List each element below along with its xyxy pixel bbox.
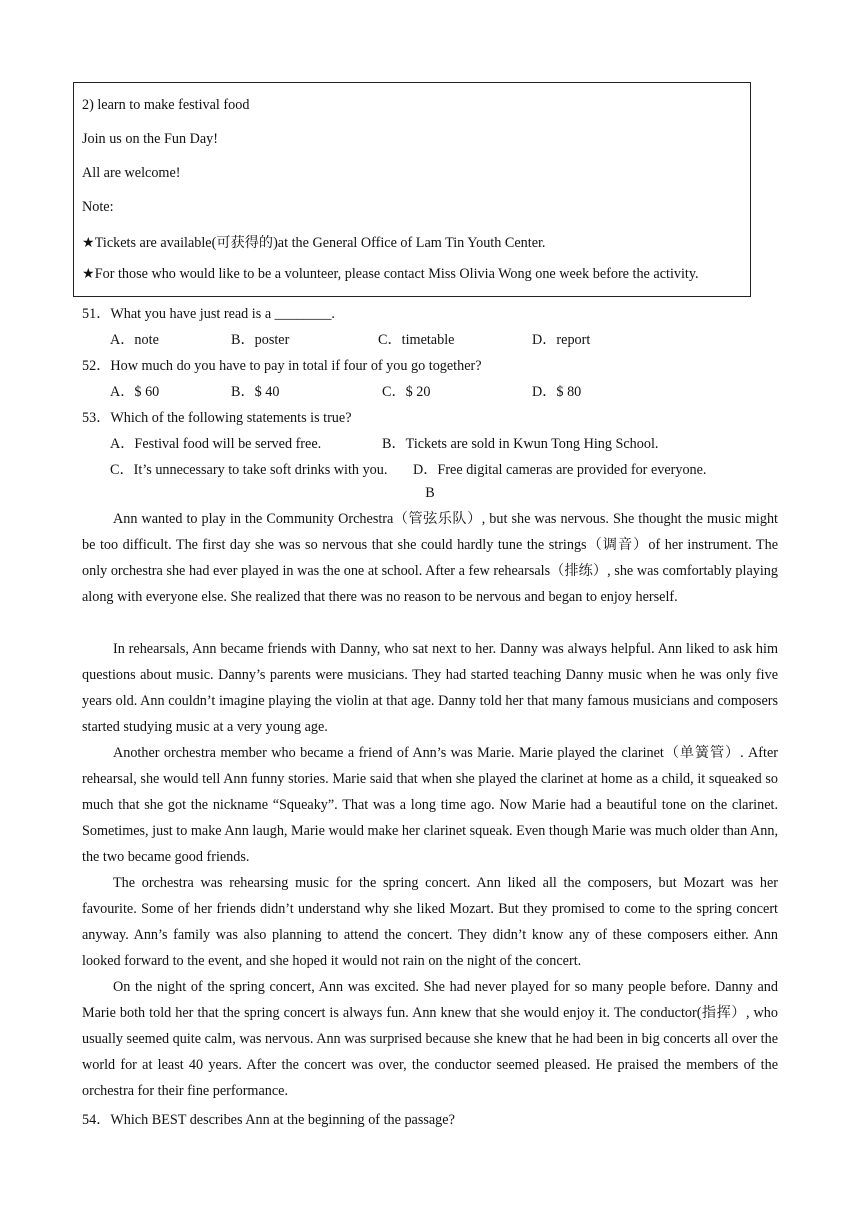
question-51-option-d[interactable]: D．report — [532, 332, 591, 348]
question-52-option-c[interactable]: C．$ 20 — [382, 384, 431, 400]
question-51-option-a[interactable]: A．note — [110, 332, 159, 348]
notice-box — [73, 82, 751, 297]
notice-line-note: Note: — [82, 199, 114, 215]
section-heading-b: B — [425, 485, 435, 501]
passage-paragraph-4: The orchestra was rehearsing music for the spring concert. Ann liked all the composers, but Mozart was her favourite. Some of her friends didn’t understand why she liked Mozart. But they promised to come to the spring concert anyway. Ann’s family was also planning to attend the concert. They didn’t know any of these composers either. Ann looked forward to the event, and she hoped it would not rain on the night of the concert. — [82, 875, 778, 969]
notice-line-join: Join us on the Fun Day! — [82, 131, 218, 147]
question-52-stem: 52．How much do you have to pay in total if four of you go together? — [82, 358, 482, 374]
question-51-option-c[interactable]: C．timetable — [378, 332, 455, 348]
question-53-option-b[interactable]: B．Tickets are sold in Kwun Tong Hing School. — [382, 436, 659, 452]
question-53-option-a[interactable]: A．Festival food will be served free. — [110, 436, 322, 452]
passage-paragraph-1: Ann wanted to play in the Community Orchestra（管弦乐队）, but she was nervous. She thought the music might be too difficult. The first day she was so nervous that she could hardly tune the strings（调音）of her instrument. The only orchestra she had ever played in was the one at school. After a few rehearsals（排练）, she was comfortably playing along with everyone else. She realized that there was no reason to be nervous and began to enjoy herself. — [82, 511, 778, 605]
passage-paragraph-2: In rehearsals, Ann became friends with Danny, who sat next to her. Danny was always helpful. Ann liked to ask him questions about music. Danny’s parents were musicians. They had started teaching Danny music when he was only five years old. Ann couldn’t imagine playing the violin at that age. Danny told her that many famous musicians and composers started studying music at a very young age. — [82, 641, 778, 735]
question-54-stem: 54．Which BEST describes Ann at the beginning of the passage? — [82, 1112, 455, 1128]
passage-paragraph-3: Another orchestra member who became a friend of Ann’s was Marie. Marie played the clarinet（单簧管）. After rehearsal, she would tell Ann funny stories. Marie said that when she played the clarinet at home as a child, it squeaked so much that she got the nickname “Squeaky”. That was a long time ago. Now Marie had a beautiful tone on the clarinet. Sometimes, just to make Ann laugh, Marie would make her clarinet squeak. Even though Marie was much older than Ann, the two became good friends. — [82, 745, 778, 865]
question-51-stem: 51．What you have just read is a ________. — [82, 306, 335, 322]
passage-paragraph-5: On the night of the spring concert, Ann was excited. She had never played for so many people before. Danny and Marie both told her that the spring concert is always fun. Ann knew that she would enjoy it. The conductor(指挥）, who usually seemed quite calm, was nervous. Ann was surprised because she knew that he had been in big concerts all over the world for at least 40 years. After the concert was over, the conductor seemed pleased. He praised the members of the orchestra for their fine performance. — [82, 979, 778, 1099]
question-51-option-b[interactable]: B．poster — [231, 332, 290, 348]
question-53-option-c[interactable]: C．It’s unnecessary to take soft drinks with you. — [110, 462, 388, 478]
notice-line-food: 2) learn to make festival food — [82, 97, 250, 113]
notice-line-volunteer: ★For those who would like to be a volunteer, please contact Miss Olivia Wong one week before the activity. — [82, 266, 699, 282]
question-52-option-a[interactable]: A．$ 60 — [110, 384, 160, 400]
question-52-option-d[interactable]: D．$ 80 — [532, 384, 582, 400]
notice-line-welcome: All are welcome! — [82, 165, 181, 181]
question-52-option-b[interactable]: B．$ 40 — [231, 384, 280, 400]
question-53-stem: 53．Which of the following statements is true? — [82, 410, 352, 426]
question-53-option-d[interactable]: D．Free digital cameras are provided for everyone. — [413, 462, 707, 478]
notice-line-tickets: ★Tickets are available(可获得的)at the General Office of Lam Tin Youth Center. — [82, 235, 546, 251]
